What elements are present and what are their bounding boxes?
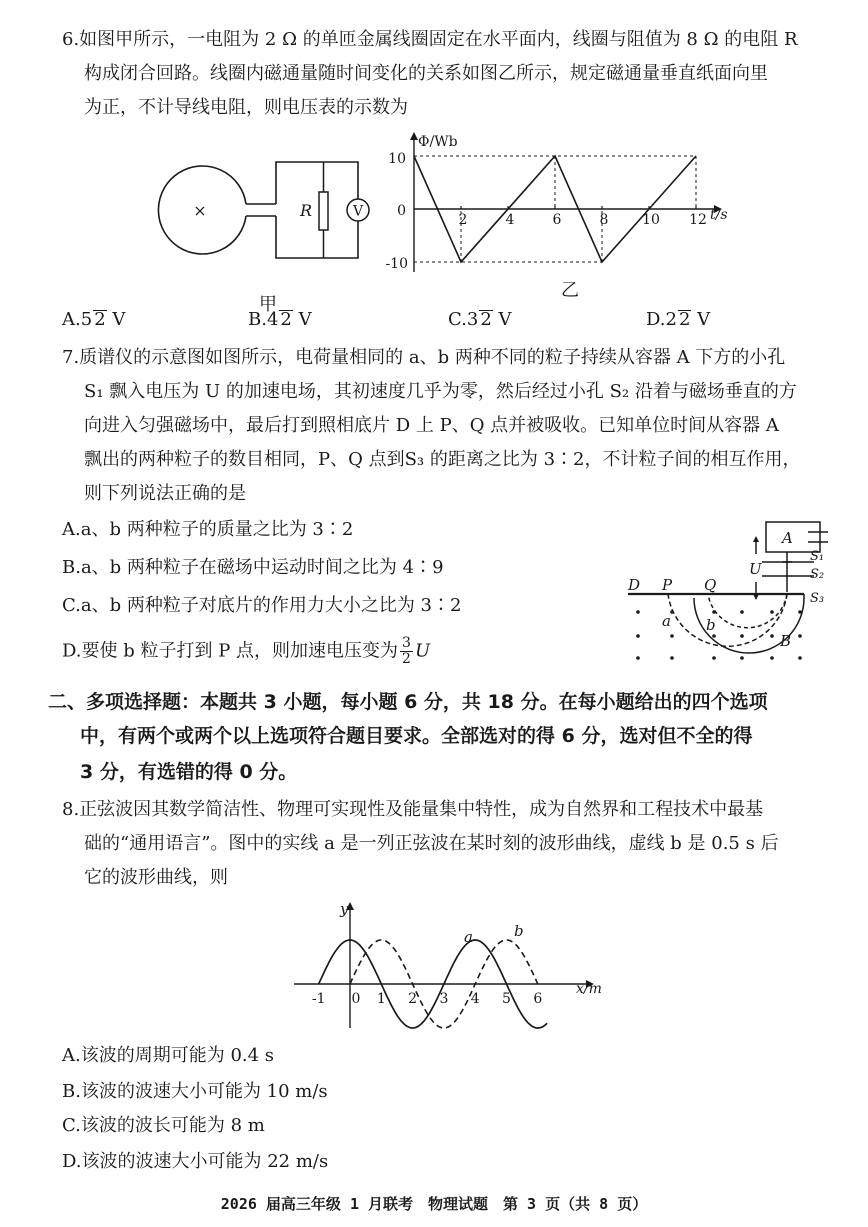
figure-caption-yi: 乙: [561, 280, 579, 301]
voltmeter-label: V: [352, 203, 364, 220]
wave-xlabel: x/m: [576, 981, 602, 997]
label-s3: S₃: [810, 591, 825, 606]
q8-option-c[interactable]: C.该波的波长可能为 8 m: [62, 1115, 265, 1136]
flux-ytick-10: 10: [388, 151, 406, 167]
flux-xtick-2: 2: [458, 212, 468, 228]
label-voltage-u: U: [749, 560, 762, 578]
section2-line-3: 3 分，有选错的得 0 分。: [80, 761, 298, 783]
q7-line-1: 7.质谱仪的示意图如图所示，电荷量相同的 a、b 两种不同的粒子持续从容器 A 下方的小孔: [62, 347, 786, 368]
sqrt-sign: 2: [94, 309, 106, 330]
label-q: Q: [704, 576, 717, 594]
fraction: $\frac{3}{2}$: [402, 635, 411, 667]
q8-option-d[interactable]: D.该波的波速大小可能为 22 m/s: [62, 1151, 329, 1172]
container-a: [766, 522, 820, 552]
wave-axes: [294, 902, 594, 1028]
q6-line-3: 为正，不计导线电阻，则电压表的示数为: [84, 97, 408, 118]
sqrt-sign: 2: [280, 309, 292, 330]
wave-xtick-0: 0: [351, 991, 361, 1007]
q7-option-d[interactable]: D.要使 b 粒子打到 P 点，则加速电压变为 $\frac{3}{2}$ U: [62, 635, 431, 667]
q8-wave-figure: [290, 900, 610, 1030]
q6-flux-chart: [384, 130, 754, 305]
q7-line-5: 则下列说法正确的是: [84, 483, 246, 504]
section2-line-2: 中，有两个或两个以上选项符合题目要求。全部选对的得 6 分，选对但不全的得: [80, 725, 753, 747]
wave-xtick--1: -1: [311, 991, 326, 1007]
label-particle-b: b: [706, 616, 716, 634]
magnetic-field-cross-icon: ×: [193, 201, 207, 220]
wave-xtick-4: 4: [470, 991, 480, 1007]
wave-xtick-5: 5: [502, 991, 511, 1007]
q7-mass-spectrometer-figure: [622, 518, 862, 668]
section2-line-1: 二、多项选择题：本题共 3 小题，每小题 6 分，共 18 分。在每小题给出的四个选项: [48, 691, 768, 713]
q6-option-b[interactable]: B.4 2 V: [248, 309, 312, 330]
wave-xtick-2: 2: [408, 991, 418, 1007]
q6-figure-jia: [160, 140, 380, 315]
flux-chart-xlabel: t/s: [710, 207, 728, 223]
q6-line-2: 构成闭合回路。线圈内磁通量随时间变化的关系如图乙所示，规定磁通量垂直纸面向里: [84, 63, 768, 84]
resistor-r: [319, 192, 328, 230]
trajectory-b: [708, 594, 787, 628]
page-footer: 2026 届高三年级 1 月联考 物理试题 第 3 页（共 8 页）: [220, 1195, 648, 1213]
label-field-b: B: [780, 632, 792, 650]
q7-option-a[interactable]: A.a、b 两种粒子的质量之比为 3∶2: [62, 519, 354, 540]
label-container-a: A: [782, 529, 793, 547]
flux-ytick-neg10: -10: [385, 256, 408, 272]
q7-line-4: 飘出的两种粒子的数目相同，P、Q 点到S₃ 的距离之比为 3∶2，不计粒子间的相互作用，: [84, 449, 801, 470]
q7-option-b[interactable]: B.a、b 两种粒子在磁场中运动时间之比为 4∶9: [62, 557, 444, 578]
label-particle-a: a: [662, 612, 671, 630]
flux-xtick-6: 6: [552, 212, 562, 228]
q8-option-a[interactable]: A.该波的周期可能为 0.4 s: [62, 1045, 275, 1066]
q6-option-c[interactable]: C.3 2 V: [448, 309, 512, 330]
q8-line-1: 8.正弦波因其数学简洁性、物理可实现性及能量集中特性，成为自然界和工程技术中最基: [62, 799, 764, 820]
flux-xtick-4: 4: [505, 212, 515, 228]
figure-caption-jia: 甲: [259, 294, 277, 315]
resistor-label: R: [299, 201, 313, 220]
wave-label-a: a: [464, 928, 473, 946]
flux-xtick-10: 10: [642, 212, 660, 228]
wave-xtick-6: 6: [533, 991, 543, 1007]
q7-option-c[interactable]: C.a、b 两种粒子对底片的作用力大小之比为 3∶2: [62, 595, 462, 616]
wave-xtick-3: 3: [439, 991, 449, 1007]
wave-xtick-1: 1: [376, 991, 386, 1007]
wave-xticks: [312, 991, 542, 1007]
label-p: P: [662, 576, 673, 594]
label-s2: S₂: [810, 567, 825, 582]
flux-ytick-0: 0: [397, 203, 406, 219]
label-d: D: [628, 576, 641, 594]
label-s1: S₁: [810, 549, 825, 564]
q6-line-1: 6.如图甲所示，一电阻为 2 Ω 的单匝金属线圈固定在水平面内，线圈与阻值为 8 Ω 的电阻 R: [62, 29, 798, 50]
q7-line-2: S₁ 飘入电压为 U 的加速电场，其初速度几乎为零，然后经过小孔 S₂ 沿着与磁场垂直的方: [84, 381, 797, 402]
flux-xtick-12: 12: [689, 212, 707, 228]
trajectory-a: [668, 594, 787, 646]
y-axis-arrow-icon: [410, 132, 418, 140]
q6-option-a[interactable]: A.5 2 V: [62, 309, 126, 330]
sqrt-sign: 2: [480, 309, 492, 330]
q8-option-b[interactable]: B.该波的波速大小可能为 10 m/s: [62, 1081, 328, 1102]
flux-xtick-8: 8: [599, 212, 609, 228]
q7-line-3: 向进入匀强磁场中，最后打到照相底片 D 上 P、Q 点并被吸收。已知单位时间从容器 A: [84, 415, 779, 436]
flux-chart-ylabel: Φ/Wb: [418, 134, 458, 150]
q8-line-2: 础的“通用语言”。图中的实线 a 是一列正弦波在某时刻的波形曲线，虚线 b 是 0.5 s 后: [84, 833, 779, 854]
q6-option-d[interactable]: D.2 2 V: [646, 309, 711, 330]
sqrt-sign: 2: [678, 309, 691, 330]
q8-line-3: 它的波形曲线，则: [84, 867, 228, 888]
wave-label-b: b: [514, 922, 524, 940]
wave-ylabel: y: [340, 900, 349, 918]
